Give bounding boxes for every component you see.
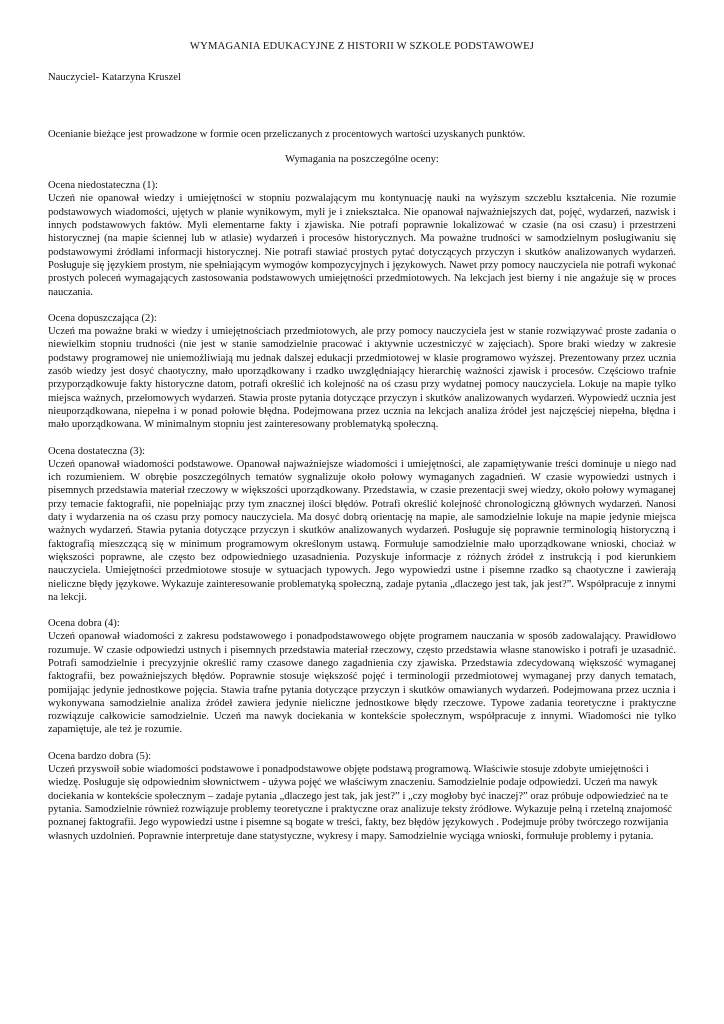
grade-section-5: [48, 750, 676, 843]
grade-section-1: [48, 179, 676, 299]
document-title: WYMAGANIA EDUKACYJNE Z HISTORII W SZKOLE PODSTAWOWEJ: [189, 41, 535, 52]
grade-heading: Ocena niedostateczna (1):: [48, 180, 158, 192]
grade-description: Uczeń opanował wiadomości podstawowe. Opanował najważniejsze wiadomości i umiejętności, ale zapamiętywanie treści dominuje u niego nad ich rozumieniem. W obrębie poszczególnych tematów sygnalizuje około połowy wymaganych zagadnień. W czasie wypowiedzi ustnych i pisemnych przedstawia materiał rzeczowy w większości uporządkowany. Przedstawia, w czasie prezentacji swej wiedzy, około połowy wymaganej przy temacie faktografii, nie popełniając przy tym znacznej ilości błędów. Potrafi określić kolejność chronologiczną głównych wydarzeń. Nanosi daty i wydarzenia na oś czasu przy pomocy nauczyciela. Ma dosyć dobrą orientację na mapie, ale samodzielnie lokuje na mapie jedynie miejsca ważnych wydarzeń. Stawia pytania dotyczące przyczyn i skutków analizowanych wydarzeń. Posługuje się poprawnie terminologią historyczną i faktografią mieszczącą się w minimum programowym określonym ustawą. Formułuje samodzielnie mało uporządkowane wnioski, chociaż w większości poprawne, ale często bez odpowiedniego uzasadnienia. Pozyskuje informacje z różnych źródeł z instrukcją i pod kierunkiem nauczyciela. Umiejętności przedmiotowe stosuje w sytuacjach typowych. Jego wypowiedzi ustne i pisemne rzadko są chaotyczne i zawierają nieliczne błędy językowe. Wykazuje zainteresowanie problematyką społeczną, zadaje pytania „dlaczego jest tak, jak jest?”. Współpracuje z innymi na lekcji.: [48, 458, 676, 603]
requirements-heading: Wymagania na poszczególne oceny:: [285, 153, 439, 165]
grade-heading: Ocena dobra (4):: [48, 618, 120, 630]
grade-heading: Ocena bardzo dobra (5):: [48, 750, 152, 762]
grade-description: Uczeń opanował wiadomości z zakresu podstawowego i ponadpodstawowego objęte programem nauczania w sposób zadowalający. Prawidłowo rozumuje. W czasie odpowiedzi ustnych i pisemnych przedstawia materiał rzeczowy, często przedstawia własne stanowisko i potrafi je uzasadnić. Potrafi samodzielnie i precyzyjnie określić ramy czasowe danego zagadnienia czy zjawiska. Przedstawia zdecydowaną większość wymaganej faktografii, bez poważniejszych błędów. Poprawnie stosuje większość pojęć i terminologii przedmiotowej wymaganej przy danych tematach, pomijając jedynie jednostkowe pojęcia. Stawia trafne pytania dotyczące przyczyn i skutków omawianych wydarzeń. Podejmowana przez ucznia i wykonywana samodzielnie analiza źródeł zawiera jedynie nieliczne jednostkowe błędy rzeczowe. Typowe zadania teoretyczne i praktyczne rozwiązuje całkowicie samodzielnie. Uczeń ma nawyk dociekania w kontekście społecznym, współpracuje z innymi. Wiadomości nie tylko zapamiętuje, ale też je rozumie.: [48, 631, 676, 736]
grade-description: Uczeń nie opanował wiedzy i umiejętności w stopniu pozwalającym mu kontynuację nauki na wyższym szczeblu kształcenia. Nie rozumie podstawowych wiadomości, ujętych w planie wynikowym, myli je i zniekształca. Nie opanował najważniejszych dat, pojęć, wydarzeń, nazwisk i innych podstawowych faktów. Myli elementarne fakty i zjawiska. Nie potrafi poprawnie lokalizować w czasie (na osi czasu) i przestrzeni historycznej (na mapie ściennej lub w atlasie) wydarzeń i procesów historycznych. Ma poważne trudności w samodzielnym posługiwaniu się podstawowymi źródłami informacji historycznej. Nie potrafi stawiać prostych pytać dotyczących przyczyn i skutków analizowanych wydarzeń. Posługuje się językiem prostym, nie spełniającym wymogów kompozycyjnych i językowych. Nawet przy pomocy nauczyciela nie potrafi wykonać prostych poleceń wymagających zastosowania podstawowych umiejętności przedmiotowych. Na lekcjach jest bierny i nie angażuje się w proces nauczania.: [48, 193, 676, 298]
teacher-name: Nauczyciel- Katarzyna Kruszel: [48, 72, 181, 84]
grade-description: Uczeń przyswoił sobie wiadomości podstawowe i ponadpodstawowe objęte podstawą programową. Właściwie stosuje zdobyte umiejętności i wiedzę. Posługuje się odpowiednim słownictwem - używa pojęć we właściwym znaczeniu. Samodzielnie podaje odpowiedzi. Uczeń ma nawyk dociekania w kontekście społecznym – zadaje pytania „dlaczego jest tak, jak jest?” i „czy mogłoby być inaczej?” oraz próbuje odpowiedzieć na te pytania. Samodzielnie również rozwiązuje problemy teoretyczne i praktyczne oraz analizuje teksty źródłowe. Wykazuje pełną i rzetelną znajomość poznanej faktografii. Jego wypowiedzi ustne i pisemne są bogate w treści, fakty, bez błędów językowych . Podejmuje próby twórczego rozwijania własnych uzdolnień. Poprawnie interpretuje dane statystyczne, wykresy i mapy. Samodzielnie wyciąga wnioski, formułuje problemy i pytania.: [48, 764, 672, 842]
grade-section-3: [48, 445, 676, 605]
grade-section-2: [48, 312, 676, 432]
grade-heading: Ocena dopuszczająca (2):: [48, 312, 157, 324]
grade-heading: Ocena dostateczna (3):: [48, 445, 146, 457]
grade-section-4: [48, 617, 676, 737]
grading-intro: Ocenianie bieżące jest prowadzone w formie ocen przeliczanych z procentowych wartości uzyskanych punktów.: [48, 128, 526, 140]
grade-description: Uczeń ma poważne braki w wiedzy i umiejętnościach przedmiotowych, ale przy pomocy nauczyciela jest w stanie rozwiązywać proste zadania o niewielkim stopniu trudności (nie jest w stanie samodzielnie pracować i aktywnie uczestniczyć w zajęciach). Spore braki wiedzy w zakresie podstawy programowej nie uniemożliwiają mu jednak dalszej edukacji przedmiotowej w klasie programowo wyższej. Prezentowany przez ucznia zasób wiedzy jest dosyć chaotyczny, mało uporządkowany i rzadko uwzględniający hierarchię ważności zjawisk i procesów. Częściowo trafnie przyporządkowuje fakty historyczne datom, potrafi określić ich kolejność na oś czasu przy wydatnej pomocy nauczyciela. Lokuje na mapie tylko miejsca ważnych, przełomowych wydarzeń. Stawia proste pytania dotyczące przyczyn i skutków analizowanych wydarzeń. Wypowiedź ucznia jest nieuporządkowana, niepełna i w ponad połowie błędna. Podejmowana przez ucznia na lekcjach analiza źródeł jest najczęściej niepełna, błędna i mało uporządkowana. W minimalnym stopniu jest zainteresowany problematyką społeczną.: [48, 326, 676, 431]
